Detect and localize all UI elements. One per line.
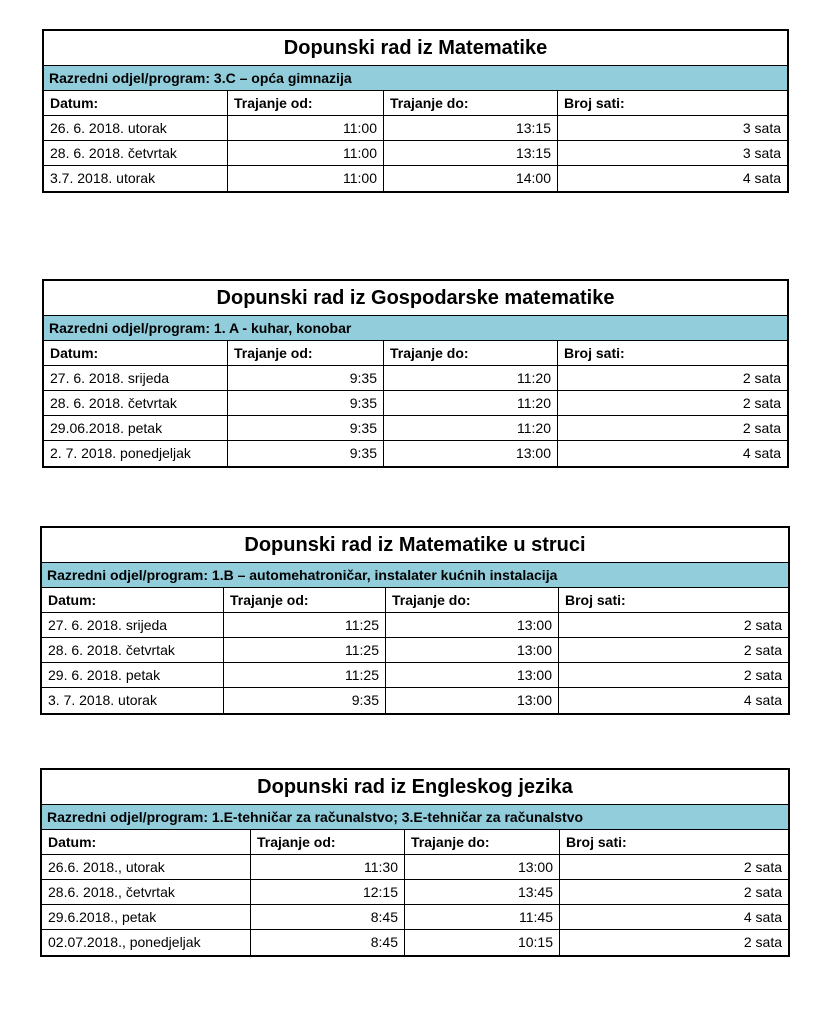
table-row	[44, 441, 787, 466]
start-time-cell: 11:00	[228, 166, 384, 191]
hours-cell: 3 sata	[742, 145, 781, 161]
hours-cell: 2 sata	[742, 395, 781, 411]
end-time-cell: 11:20	[384, 416, 558, 440]
table-row	[44, 141, 787, 166]
end-time-cell: 13:00	[386, 663, 559, 687]
hours-cell: 2 sata	[743, 884, 782, 900]
end-time-cell: 13:15	[384, 116, 558, 140]
table-body	[42, 588, 788, 713]
header-row	[44, 341, 787, 366]
end-time-cell: 11:20	[384, 391, 558, 415]
start-time-cell: 8:45	[251, 930, 405, 955]
date-cell: 3.7. 2018. utorak	[44, 166, 228, 191]
hours-cell: 2 sata	[742, 370, 781, 386]
table-row	[42, 638, 788, 663]
hours-cell: 2 sata	[742, 420, 781, 436]
class-program: Razredni odjel/program: 1.B – automehatroničar, instalater kućnih instalacija	[42, 563, 788, 588]
table-row	[42, 613, 788, 638]
header-row	[44, 91, 787, 116]
hours-cell: 2 sata	[743, 859, 782, 875]
date-cell: 27. 6. 2018. srijeda	[42, 613, 224, 637]
end-time-cell: 11:20	[384, 366, 558, 390]
schedule-table-matematika	[42, 29, 789, 193]
end-time-cell: 13:45	[405, 880, 560, 904]
table-body	[42, 830, 788, 955]
table-row	[42, 905, 788, 930]
table-row	[44, 391, 787, 416]
table-row	[42, 880, 788, 905]
hours-cell: 2 sata	[743, 642, 782, 658]
header-trajanje-do: Trajanje do:	[386, 588, 559, 612]
header-trajanje-do: Trajanje do:	[405, 830, 560, 854]
start-time-cell: 11:00	[228, 141, 384, 165]
class-program: Razredni odjel/program: 3.C – opća gimnazija	[44, 66, 787, 91]
date-cell: 27. 6. 2018. srijeda	[44, 366, 228, 390]
class-program: Razredni odjel/program: 1.E-tehničar za računalstvo; 3.E-tehničar za računalstvo	[42, 805, 788, 830]
table-row	[42, 688, 788, 713]
table-title: Dopunski rad iz Matematike u struci	[42, 528, 788, 563]
hours-cell: 4 sata	[742, 445, 781, 461]
schedule-table-engleski-jezik	[40, 768, 790, 957]
start-time-cell: 11:00	[228, 116, 384, 140]
date-cell: 28. 6. 2018. četvrtak	[42, 638, 224, 662]
header-trajanje-od: Trajanje od:	[224, 588, 386, 612]
start-time-cell: 9:35	[228, 416, 384, 440]
table-title: Dopunski rad iz Engleskog jezika	[42, 770, 788, 805]
date-cell: 29. 6. 2018. petak	[42, 663, 224, 687]
header-broj-sati: Broj sati:	[566, 834, 627, 850]
hours-cell: 3 sata	[742, 120, 781, 136]
start-time-cell: 11:25	[224, 638, 386, 662]
date-cell: 28.6. 2018., četvrtak	[42, 880, 251, 904]
date-cell: 28. 6. 2018. četvrtak	[44, 391, 228, 415]
table-row	[44, 416, 787, 441]
end-time-cell: 13:00	[386, 688, 559, 713]
table-row	[44, 166, 787, 191]
class-program: Razredni odjel/program: 1. A - kuhar, konobar	[44, 316, 787, 341]
hours-cell: 4 sata	[743, 692, 782, 708]
schedule-table-gospodarska-matematika	[42, 279, 789, 468]
hours-cell: 2 sata	[743, 934, 782, 950]
hours-cell: 2 sata	[743, 617, 782, 633]
date-cell: 26. 6. 2018. utorak	[44, 116, 228, 140]
start-time-cell: 11:25	[224, 613, 386, 637]
schedule-table-matematika-u-struci	[40, 526, 790, 715]
end-time-cell: 14:00	[384, 166, 558, 191]
table-body	[44, 341, 787, 466]
header-broj-sati: Broj sati:	[564, 95, 625, 111]
end-time-cell: 13:00	[386, 638, 559, 662]
header-row	[42, 588, 788, 613]
table-body	[44, 91, 787, 191]
header-datum: Datum:	[44, 91, 228, 115]
start-time-cell: 9:35	[228, 366, 384, 390]
table-row	[42, 930, 788, 955]
table-title: Dopunski rad iz Matematike	[44, 31, 787, 66]
end-time-cell: 10:15	[405, 930, 560, 955]
header-datum: Datum:	[44, 341, 228, 365]
table-row	[44, 116, 787, 141]
start-time-cell: 12:15	[251, 880, 405, 904]
end-time-cell: 13:00	[405, 855, 560, 879]
date-cell: 26.6. 2018., utorak	[42, 855, 251, 879]
end-time-cell: 13:00	[384, 441, 558, 466]
end-time-cell: 11:45	[405, 905, 560, 929]
start-time-cell: 11:30	[251, 855, 405, 879]
start-time-cell: 11:25	[224, 663, 386, 687]
start-time-cell: 9:35	[228, 391, 384, 415]
table-row	[44, 366, 787, 391]
header-trajanje-od: Trajanje od:	[251, 830, 405, 854]
header-trajanje-do: Trajanje do:	[384, 91, 558, 115]
date-cell: 02.07.2018., ponedjeljak	[42, 930, 251, 955]
hours-cell: 4 sata	[743, 909, 782, 925]
start-time-cell: 9:35	[228, 441, 384, 466]
date-cell: 3. 7. 2018. utorak	[42, 688, 224, 713]
date-cell: 2. 7. 2018. ponedjeljak	[44, 441, 228, 466]
header-row	[42, 830, 788, 855]
end-time-cell: 13:00	[386, 613, 559, 637]
end-time-cell: 13:15	[384, 141, 558, 165]
header-datum: Datum:	[42, 830, 251, 854]
start-time-cell: 9:35	[224, 688, 386, 713]
date-cell: 29.06.2018. petak	[44, 416, 228, 440]
header-trajanje-do: Trajanje do:	[384, 341, 558, 365]
header-trajanje-od: Trajanje od:	[228, 341, 384, 365]
header-trajanje-od: Trajanje od:	[228, 91, 384, 115]
header-datum: Datum:	[42, 588, 224, 612]
table-row	[42, 855, 788, 880]
date-cell: 29.6.2018., petak	[42, 905, 251, 929]
hours-cell: 2 sata	[743, 667, 782, 683]
date-cell: 28. 6. 2018. četvrtak	[44, 141, 228, 165]
start-time-cell: 8:45	[251, 905, 405, 929]
table-title: Dopunski rad iz Gospodarske matematike	[44, 281, 787, 316]
header-broj-sati: Broj sati:	[565, 592, 626, 608]
header-broj-sati: Broj sati:	[564, 345, 625, 361]
table-row	[42, 663, 788, 688]
hours-cell: 4 sata	[742, 170, 781, 186]
